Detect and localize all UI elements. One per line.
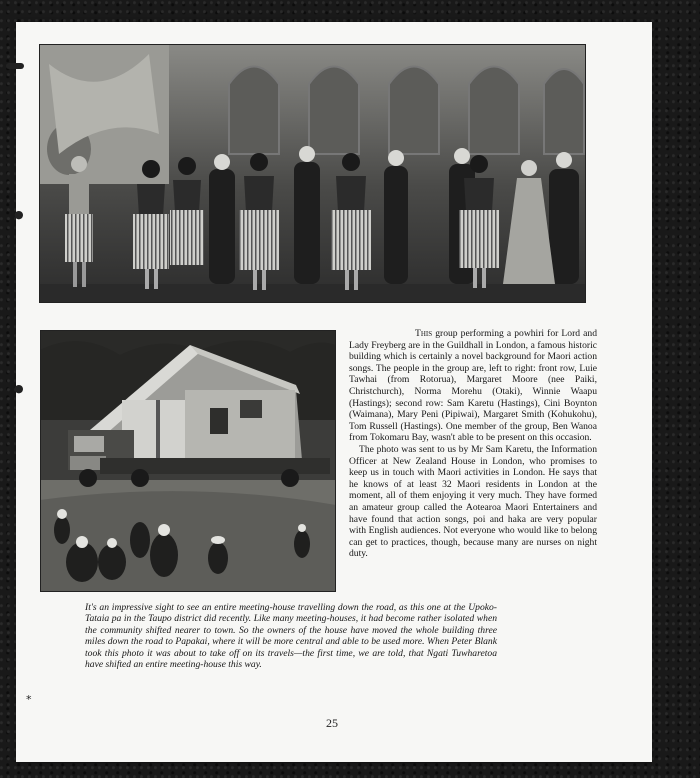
- article-paragraph-2: The photo was sent to us by Mr Sam Karetu, the Information Officer at New Zealand House in London, who promises to keep us in touch with Maori activities in London. He says that he knows of at least 32 Maori residents in London at the moment, all of them enjoying it very much. They have formed an amateur group called the Aotearoa Maori Entertainers and have found that action songs, poi and haka are very popular with English audiences. Not everyone who would like to belong can get to practices, though, because many are nurses on night duty.: [349, 443, 597, 560]
- photo-caption: It's an impressive sight to see an entire meeting-house travelling down the road, as this one at the Upoko-Tataia pa in the Taupo district did recently. Like many meeting-houses, it had become rather isolated when the community shifted nearer to town. So the owners of the house have moved the whole building three miles down the road to Papakai, where it will be more central and able to be used more. When Peter Blank took this photo it was about to take off on its travels—the first time, we are told, that Ngati Tuwharetoa have shifted an entire meeting-house this way.: [85, 602, 497, 671]
- article-paragraph-1-body: group performing a powhiri for Lord and Lady Freyberg are in the Guildhall in London, a famous historic building which is certainly a novel background for Maori action songs. The people in the group are, left to right: front row, Luie Tawhai (from Rotorua), Margaret Moore (nee Paiki, Christchurch), Norma Morehu (Otaki), Winnie Waapu (Hastings); second row: Sam Karetu (Hastings), Cini Boynton (Waimana), Mary Peni (Pipiwai), Margaret Smith (Kohukohu), Tom Russell (Hastings). One member of the group, Ben Wanoa from Tokomaru Bay, wasn't able to be present on this occasion.: [349, 328, 597, 444]
- article-paragraph-1: [349, 328, 597, 444]
- meeting-house-photo: [40, 330, 336, 592]
- binding-clip-mark: [6, 63, 24, 69]
- page-number: 25: [326, 716, 338, 730]
- article-lead-word: This: [415, 328, 433, 339]
- magazine-page: [16, 22, 652, 762]
- performers-photo: [39, 44, 586, 303]
- article-text: [349, 328, 597, 560]
- margin-dot-mark: ●: [14, 382, 24, 395]
- margin-dot-mark: ●: [14, 208, 24, 221]
- margin-star-mark: *: [26, 693, 32, 706]
